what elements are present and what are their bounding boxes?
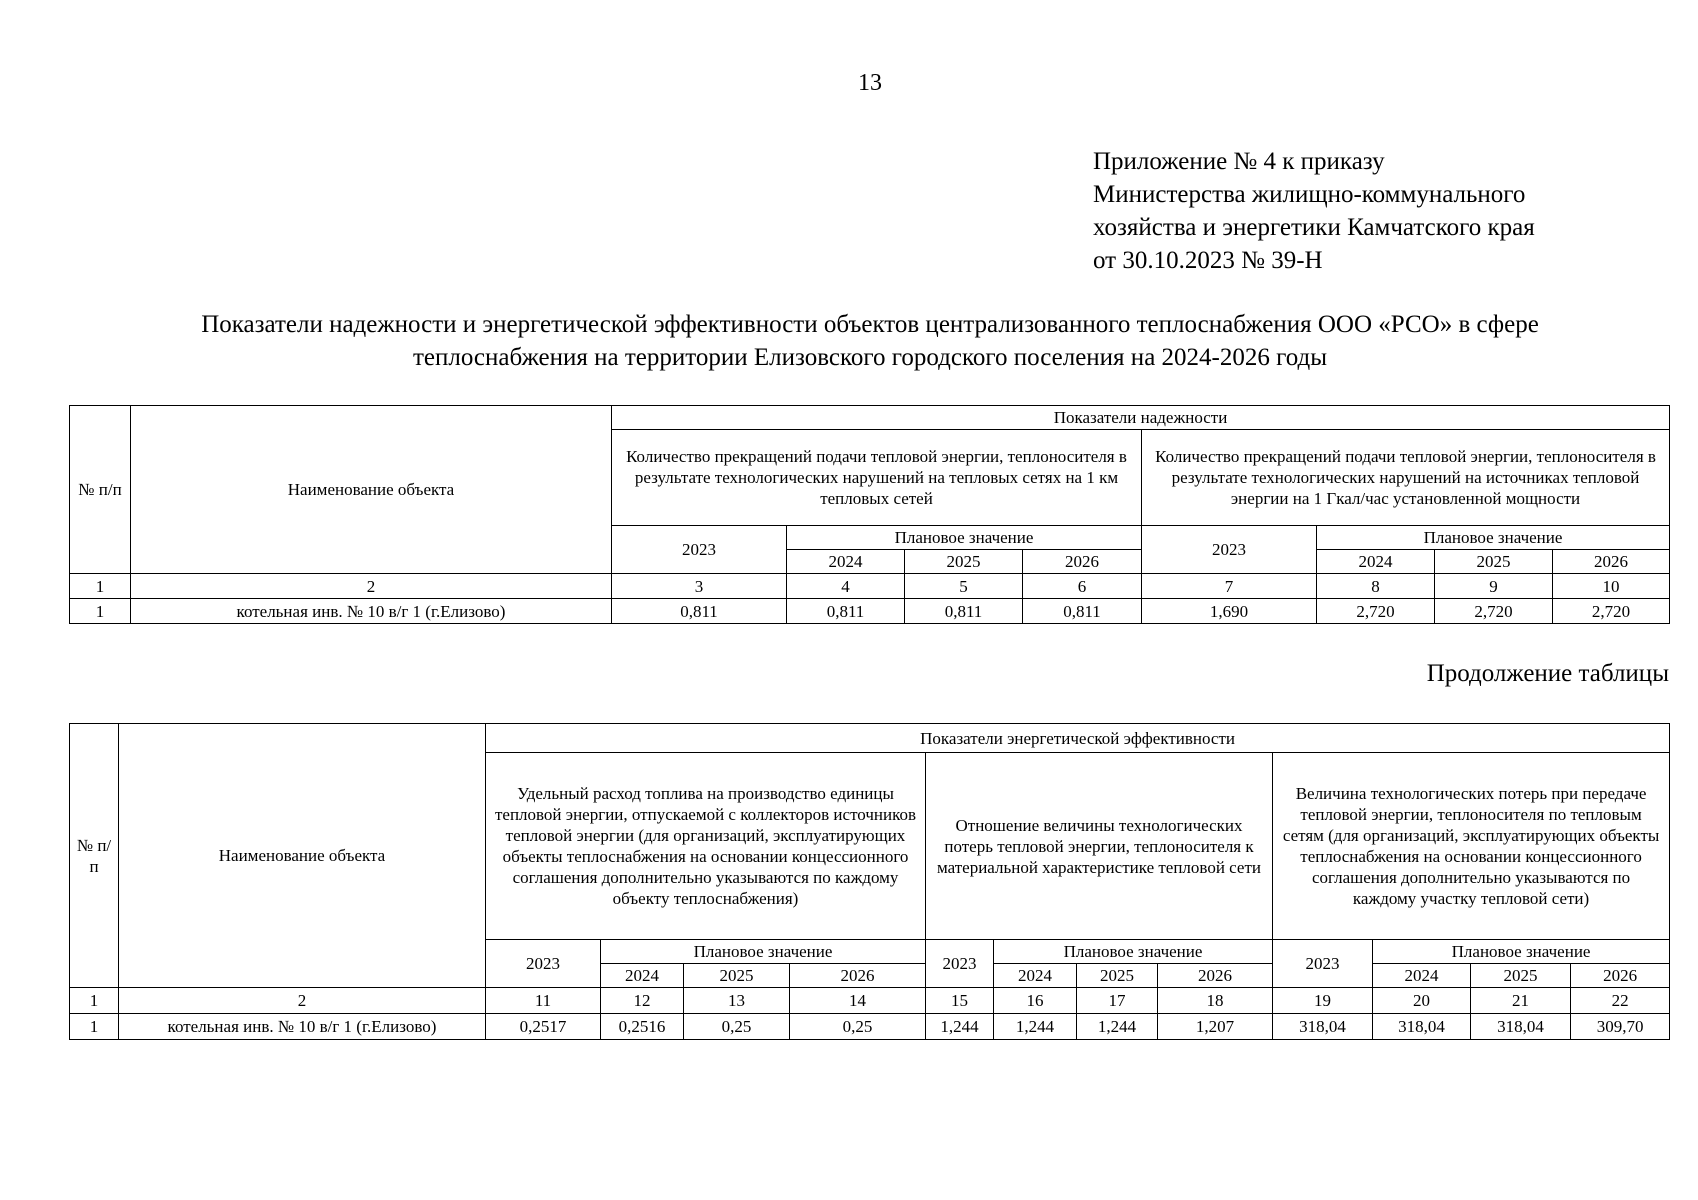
row-value: 309,70 — [1571, 1014, 1670, 1040]
row-number: 1 — [70, 599, 131, 624]
row-number: 1 — [70, 1014, 119, 1040]
document-title — [60, 308, 1680, 374]
row-value: 0,811 — [612, 599, 787, 624]
header-plan-year: 2025 — [684, 964, 790, 988]
row-value: 0,811 — [787, 599, 905, 624]
row-value: 2,720 — [1317, 599, 1435, 624]
header-plan-year: 2025 — [1471, 964, 1571, 988]
header-plan-year: 2026 — [790, 964, 926, 988]
row-value: 0,25 — [684, 1014, 790, 1040]
column-number: 4 — [787, 574, 905, 599]
column-number: 15 — [926, 988, 994, 1014]
column-number: 21 — [1471, 988, 1571, 1014]
row-value: 1,244 — [994, 1014, 1077, 1040]
header-base-year: 2023 — [612, 526, 787, 574]
header-indicator-source-outages: Количество прекращений подачи тепловой энергии, теплоносителя в результате технологических нарушений на источниках тепловой энергии на 1 Гкал/час установленной мощности — [1142, 430, 1670, 526]
header-base-year: 2023 — [486, 940, 601, 988]
column-number: 1 — [70, 988, 119, 1014]
column-number: 20 — [1373, 988, 1471, 1014]
row-value: 0,811 — [905, 599, 1023, 624]
column-number: 18 — [1158, 988, 1273, 1014]
column-number: 13 — [684, 988, 790, 1014]
column-number: 9 — [1435, 574, 1553, 599]
appendix-line: Министерства жилищно-коммунального — [1093, 181, 1526, 208]
reliability-indicators-table — [69, 405, 1670, 624]
header-plan-year: 2024 — [994, 964, 1077, 988]
appendix-line: Приложение № 4 к приказу — [1093, 148, 1385, 175]
row-value: 1,690 — [1142, 599, 1317, 624]
appendix-line: хозяйства и энергетики Камчатского края — [1093, 214, 1535, 241]
energy-efficiency-table — [69, 723, 1670, 1040]
column-number: 8 — [1317, 574, 1435, 599]
title-line: теплоснабжения на территории Елизовского городского поселения на 2024-2026 годы — [412, 344, 1328, 371]
header-plan-year: 2026 — [1158, 964, 1273, 988]
header-plan-value: Плановое значение — [1373, 940, 1670, 964]
header-base-year: 2023 — [926, 940, 994, 988]
header-number: № п/п — [70, 724, 119, 988]
header-indicator-transmission-losses: Величина технологических потерь при передаче тепловой энергии, теплоносителя по тепловым сетям (для организаций, эксплуатирующих объекты теплоснабжения на основании концессионного соглашения дополнительно указываются по каждому участку тепловой сети) — [1273, 753, 1670, 940]
header-indicator-fuel-consumption: Удельный расход топлива на производство единицы тепловой энергии, отпускаемой с коллекторов источников тепловой энергии (для организаций, эксплуатирующих объекты теплоснабжения на основании концессионного соглашения дополнительно указываются по каждому объекту теплоснабжения) — [486, 753, 926, 940]
header-plan-year: 2024 — [1317, 550, 1435, 574]
row-value: 318,04 — [1471, 1014, 1571, 1040]
header-plan-value: Плановое значение — [1317, 526, 1670, 550]
row-object-name: котельная инв. № 10 в/г 1 (г.Елизово) — [131, 599, 612, 624]
column-number: 12 — [601, 988, 684, 1014]
column-number: 7 — [1142, 574, 1317, 599]
column-numbers-row — [70, 988, 1670, 1014]
column-number: 1 — [70, 574, 131, 599]
row-value: 318,04 — [1373, 1014, 1471, 1040]
header-plan-year: 2024 — [1373, 964, 1471, 988]
header-plan-value: Плановое значение — [994, 940, 1273, 964]
row-value: 0,25 — [790, 1014, 926, 1040]
header-plan-value: Плановое значение — [601, 940, 926, 964]
column-number: 6 — [1023, 574, 1142, 599]
header-efficiency-group: Показатели энергетической эффективности — [486, 724, 1670, 753]
column-number: 2 — [131, 574, 612, 599]
column-number: 2 — [119, 988, 486, 1014]
header-plan-year: 2025 — [905, 550, 1023, 574]
row-value: 1,244 — [926, 1014, 994, 1040]
row-object-name: котельная инв. № 10 в/г 1 (г.Елизово) — [119, 1014, 486, 1040]
header-base-year: 2023 — [1273, 940, 1373, 988]
column-number: 14 — [790, 988, 926, 1014]
header-plan-value: Плановое значение — [787, 526, 1142, 550]
row-value: 0,811 — [1023, 599, 1142, 624]
header-number: № п/п — [70, 406, 131, 574]
row-value: 2,720 — [1435, 599, 1553, 624]
header-plan-year: 2025 — [1077, 964, 1158, 988]
header-plan-year: 2026 — [1553, 550, 1670, 574]
title-line: Показатели надежности и энергетической эффективности объектов централизованного теплоснабжения ООО «РСО» в сфере — [201, 311, 1539, 338]
header-plan-year: 2026 — [1023, 550, 1142, 574]
header-object-name: Наименование объекта — [131, 406, 612, 574]
column-number: 5 — [905, 574, 1023, 599]
column-numbers-row — [70, 574, 1670, 599]
appendix-line: от 30.10.2023 № 39-Н — [1093, 247, 1323, 274]
row-value: 2,720 — [1553, 599, 1670, 624]
table-row — [70, 599, 1670, 624]
table-row — [70, 1014, 1670, 1040]
page-number: 13 — [858, 70, 882, 96]
column-number: 19 — [1273, 988, 1373, 1014]
header-object-name: Наименование объекта — [119, 724, 486, 988]
column-number: 11 — [486, 988, 601, 1014]
header-plan-year: 2025 — [1435, 550, 1553, 574]
column-number: 3 — [612, 574, 787, 599]
column-number: 16 — [994, 988, 1077, 1014]
header-indicator-network-outages: Количество прекращений подачи тепловой энергии, теплоносителя в результате технологических нарушений на тепловых сетях на 1 км тепловых сетей — [612, 430, 1142, 526]
row-value: 0,2517 — [486, 1014, 601, 1040]
row-value: 0,2516 — [601, 1014, 684, 1040]
row-value: 318,04 — [1273, 1014, 1373, 1040]
column-number: 22 — [1571, 988, 1670, 1014]
header-indicator-loss-ratio: Отношение величины технологических потерь тепловой энергии, теплоносителя к материальной характеристике тепловой сети — [926, 753, 1273, 940]
header-plan-year: 2024 — [601, 964, 684, 988]
header-base-year: 2023 — [1142, 526, 1317, 574]
header-reliability-group: Показатели надежности — [612, 406, 1670, 430]
column-number: 17 — [1077, 988, 1158, 1014]
appendix-reference — [1093, 145, 1535, 277]
column-number: 10 — [1553, 574, 1670, 599]
row-value: 1,207 — [1158, 1014, 1273, 1040]
header-plan-year: 2026 — [1571, 964, 1670, 988]
header-plan-year: 2024 — [787, 550, 905, 574]
continuation-label: Продолжение таблицы — [1426, 660, 1669, 687]
row-value: 1,244 — [1077, 1014, 1158, 1040]
